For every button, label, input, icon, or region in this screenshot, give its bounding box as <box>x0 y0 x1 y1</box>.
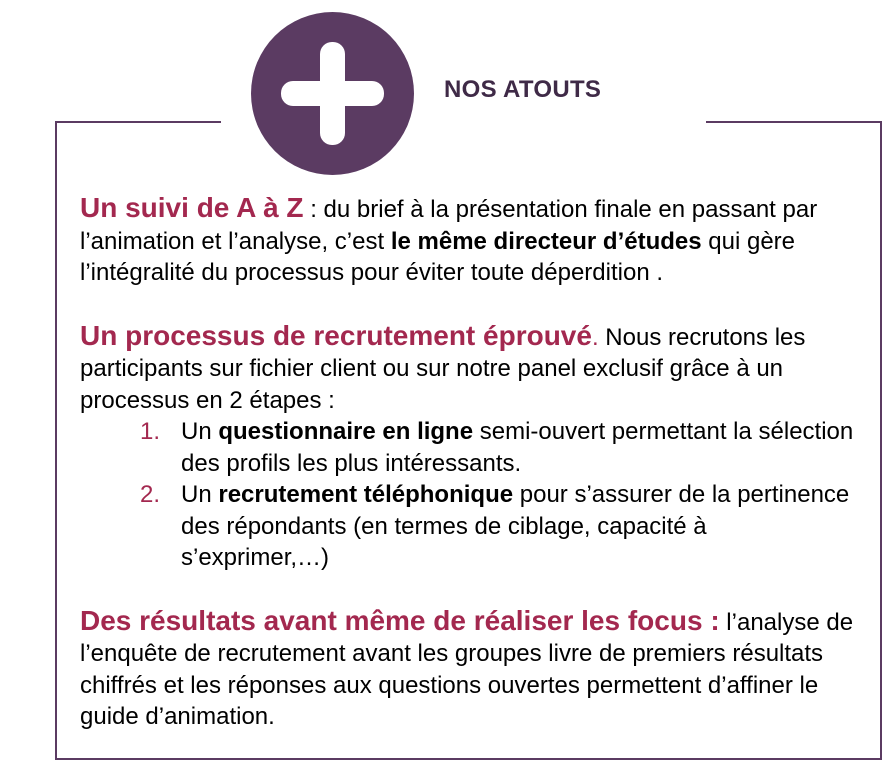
content-body <box>80 192 860 733</box>
step-text: Un <box>181 481 219 508</box>
frame-left-border <box>55 121 57 760</box>
paragraph-text: Nous recrutons les participants sur fichier client ou sur notre panel exclusif grâce à un processus en 2 étapes : <box>80 323 806 414</box>
paragraph-suivi <box>80 192 860 289</box>
step-number: 1. <box>140 418 161 445</box>
plus-icon-horizontal-bar <box>281 81 384 106</box>
paragraph-intro <box>80 320 860 417</box>
step-number: 2. <box>140 481 161 508</box>
frame-right-border <box>880 121 882 760</box>
step-bold: recrutement téléphonique <box>218 481 514 508</box>
paragraph-lead-tail: . <box>591 323 599 351</box>
paragraph-text: : du brief à la présentation finale en passant par l’animation et l’analyse, c’est <box>80 196 818 255</box>
paragraph-bold: le même directeur d’études <box>390 227 702 255</box>
frame-bottom-border <box>55 758 882 760</box>
plus-icon <box>251 12 414 175</box>
frame-top-right-border <box>706 121 882 123</box>
section-title: NOS ATOUTS <box>444 76 602 103</box>
step-text: semi-ouvert permettant la sélection des profils les plus intéressants. <box>181 418 854 477</box>
frame-top-left-border <box>55 121 221 123</box>
list-item <box>80 416 860 479</box>
paragraph-text: l’analyse de l’enquête de recrutement avant les groupes livre de premiers résultats chiffrés et les réponses aux questions ouvertes permettent d’affiner le guide d’animation. <box>80 608 854 730</box>
list-item <box>80 479 860 574</box>
paragraph-lead: Un processus de recrutement éprouvé <box>80 319 592 351</box>
step-text: Un <box>181 418 219 445</box>
paragraph-text: qui gère l’intégralité du processus pour éviter toute déperdition . <box>80 227 796 286</box>
paragraph-resultats <box>80 605 860 733</box>
step-bold: questionnaire en ligne <box>218 418 474 445</box>
paragraph-lead: Un suivi de A à Z <box>80 192 304 223</box>
paragraph-lead: Des résultats avant même de réaliser les focus : <box>80 604 720 636</box>
step-text: pour s’assurer de la pertinence des répondants (en termes de ciblage, capacité à s’exprimer,…) <box>181 481 850 571</box>
paragraph-recrutement <box>80 320 860 574</box>
steps-list <box>80 416 860 574</box>
